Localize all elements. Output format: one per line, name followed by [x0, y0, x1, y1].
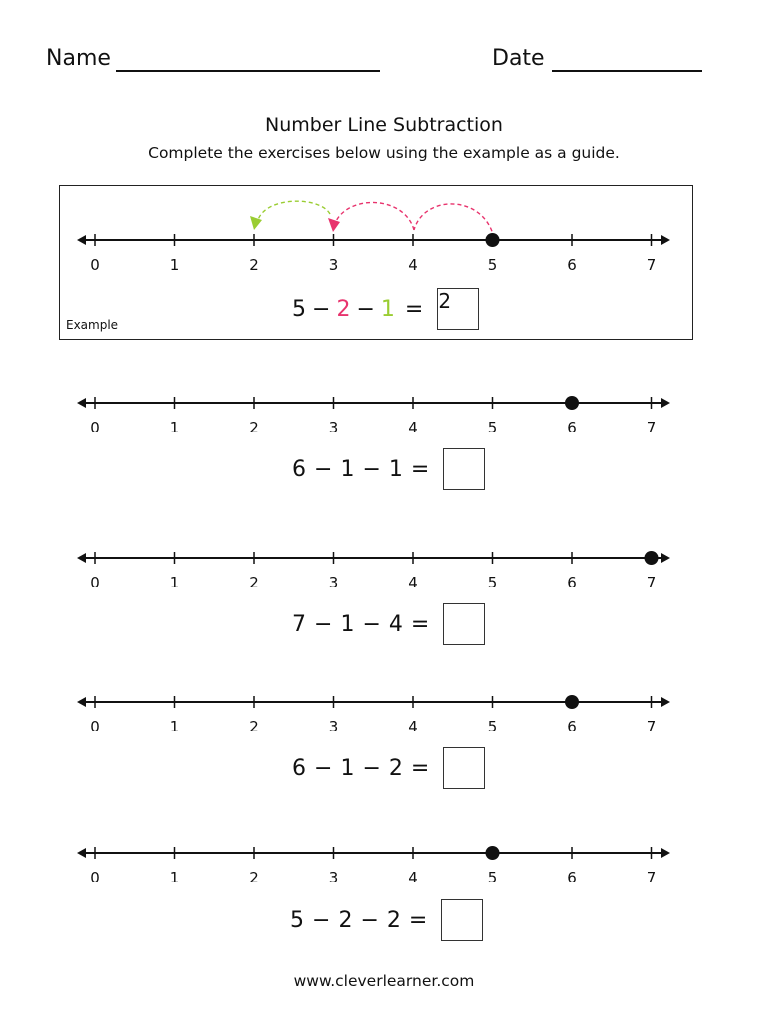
eq-number: 1	[380, 296, 395, 322]
tick-label: 0	[90, 869, 100, 882]
start-point-dot	[645, 551, 659, 565]
answer-box[interactable]	[441, 899, 483, 941]
eq-number: 1	[340, 456, 355, 482]
tick-label: 0	[90, 256, 100, 274]
eq-number: 1	[340, 611, 355, 637]
name-field[interactable]	[116, 70, 380, 72]
tick-label: 3	[328, 419, 339, 432]
jump-arc	[258, 201, 330, 220]
exercise-equation	[0, 601, 768, 647]
tick-label: 7	[646, 574, 657, 587]
tick-label: 2	[249, 869, 259, 882]
example-label: Example	[66, 318, 119, 332]
left-arrow-icon	[77, 697, 86, 707]
axis	[77, 233, 670, 274]
worksheet-instructions: Complete the exercises below using the example as a guide.	[148, 144, 620, 162]
number-line	[0, 671, 768, 731]
minus-sign: −	[356, 296, 375, 322]
start-point-dot	[565, 396, 579, 410]
tick-label: 7	[646, 256, 657, 274]
tick-label: 2	[249, 256, 259, 274]
right-arrow-icon	[661, 848, 670, 858]
answer-box[interactable]	[443, 603, 485, 645]
right-arrow-icon	[661, 697, 670, 707]
arrowhead-icon	[250, 216, 262, 230]
jump-arc	[414, 204, 494, 238]
tick-label: 5	[487, 419, 498, 432]
left-arrow-icon	[77, 398, 86, 408]
minus-sign: −	[314, 611, 333, 637]
left-arrow-icon	[77, 848, 86, 858]
left-arrow-icon	[77, 235, 86, 245]
date-label: Date	[492, 46, 545, 71]
eq-number: 2	[386, 907, 401, 933]
equals-sign: =	[410, 611, 430, 637]
number-line	[0, 527, 768, 587]
arrowhead-icon	[328, 218, 340, 232]
eq-number: 7	[292, 611, 306, 637]
equals-sign: =	[410, 755, 430, 781]
tick-label: 4	[408, 419, 418, 432]
tick-label: 1	[169, 256, 180, 274]
start-point-dot	[565, 695, 579, 709]
minus-sign: −	[314, 755, 333, 781]
number-line	[0, 822, 768, 882]
equals-sign: =	[410, 456, 430, 482]
tick-label: 0	[90, 419, 100, 432]
example-number-line	[0, 200, 768, 280]
answer-box[interactable]	[443, 448, 485, 490]
tick-label: 5	[487, 256, 498, 274]
tick-label: 2	[249, 419, 259, 432]
tick-label: 3	[328, 869, 339, 882]
axis	[77, 396, 670, 432]
tick-label: 2	[249, 718, 259, 731]
start-point-dot	[486, 233, 500, 247]
axis	[77, 846, 670, 882]
minus-sign: −	[362, 755, 381, 781]
eq-number: 5	[290, 907, 304, 933]
eq-number: 1	[340, 755, 355, 781]
tick-label: 3	[328, 256, 339, 274]
right-arrow-icon	[661, 398, 670, 408]
tick-label: 6	[567, 256, 577, 274]
jump-arc	[334, 202, 414, 230]
axis	[77, 551, 670, 587]
tick-label: 1	[169, 869, 180, 882]
exercise-equation	[0, 745, 768, 791]
eq-number: 2	[388, 755, 403, 781]
worksheet-title: Number Line Subtraction	[265, 114, 503, 136]
eq-number: 5	[292, 296, 306, 322]
tick-label: 3	[328, 574, 339, 587]
minus-sign: −	[362, 611, 381, 637]
footer-url: www.cleverlearner.com	[293, 972, 475, 990]
tick-label: 6	[567, 869, 577, 882]
eq-number: 2	[338, 907, 353, 933]
number-line	[0, 372, 768, 432]
tick-label: 0	[90, 574, 100, 587]
tick-label: 7	[646, 419, 657, 432]
tick-label: 4	[408, 718, 418, 731]
tick-label: 1	[169, 419, 180, 432]
eq-number: 1	[388, 456, 403, 482]
minus-sign: −	[312, 907, 331, 933]
date-field[interactable]	[552, 70, 702, 72]
tick-label: 5	[487, 718, 498, 731]
equals-sign: =	[404, 296, 424, 322]
eq-number: 6	[292, 456, 306, 482]
minus-sign: −	[362, 456, 381, 482]
axis	[77, 695, 670, 731]
exercise-equation	[0, 446, 768, 492]
left-arrow-icon	[77, 553, 86, 563]
right-arrow-icon	[661, 235, 670, 245]
minus-sign: −	[312, 296, 331, 322]
minus-sign: −	[360, 907, 379, 933]
tick-label: 6	[567, 718, 577, 731]
tick-label: 5	[487, 574, 498, 587]
start-point-dot	[486, 846, 500, 860]
eq-number: 4	[388, 611, 403, 637]
tick-label: 1	[169, 574, 180, 587]
tick-label: 4	[408, 256, 418, 274]
eq-number: 2	[336, 296, 351, 322]
tick-label: 3	[328, 718, 339, 731]
answer-box[interactable]	[443, 747, 485, 789]
tick-label: 7	[646, 718, 657, 731]
answer-box: 2	[437, 288, 479, 330]
tick-label: 6	[567, 574, 577, 587]
exercise-equation	[0, 897, 768, 943]
tick-label: 0	[90, 718, 100, 731]
example-jumps	[250, 201, 494, 238]
eq-number: 6	[292, 755, 306, 781]
tick-label: 4	[408, 574, 418, 587]
tick-label: 2	[249, 574, 259, 587]
tick-label: 1	[169, 718, 180, 731]
tick-label: 6	[567, 419, 577, 432]
minus-sign: −	[314, 456, 333, 482]
tick-label: 4	[408, 869, 418, 882]
name-label: Name	[46, 46, 111, 71]
tick-label: 7	[646, 869, 657, 882]
example-equation	[0, 286, 768, 332]
equals-sign: =	[408, 907, 428, 933]
right-arrow-icon	[661, 553, 670, 563]
tick-label: 5	[487, 869, 498, 882]
